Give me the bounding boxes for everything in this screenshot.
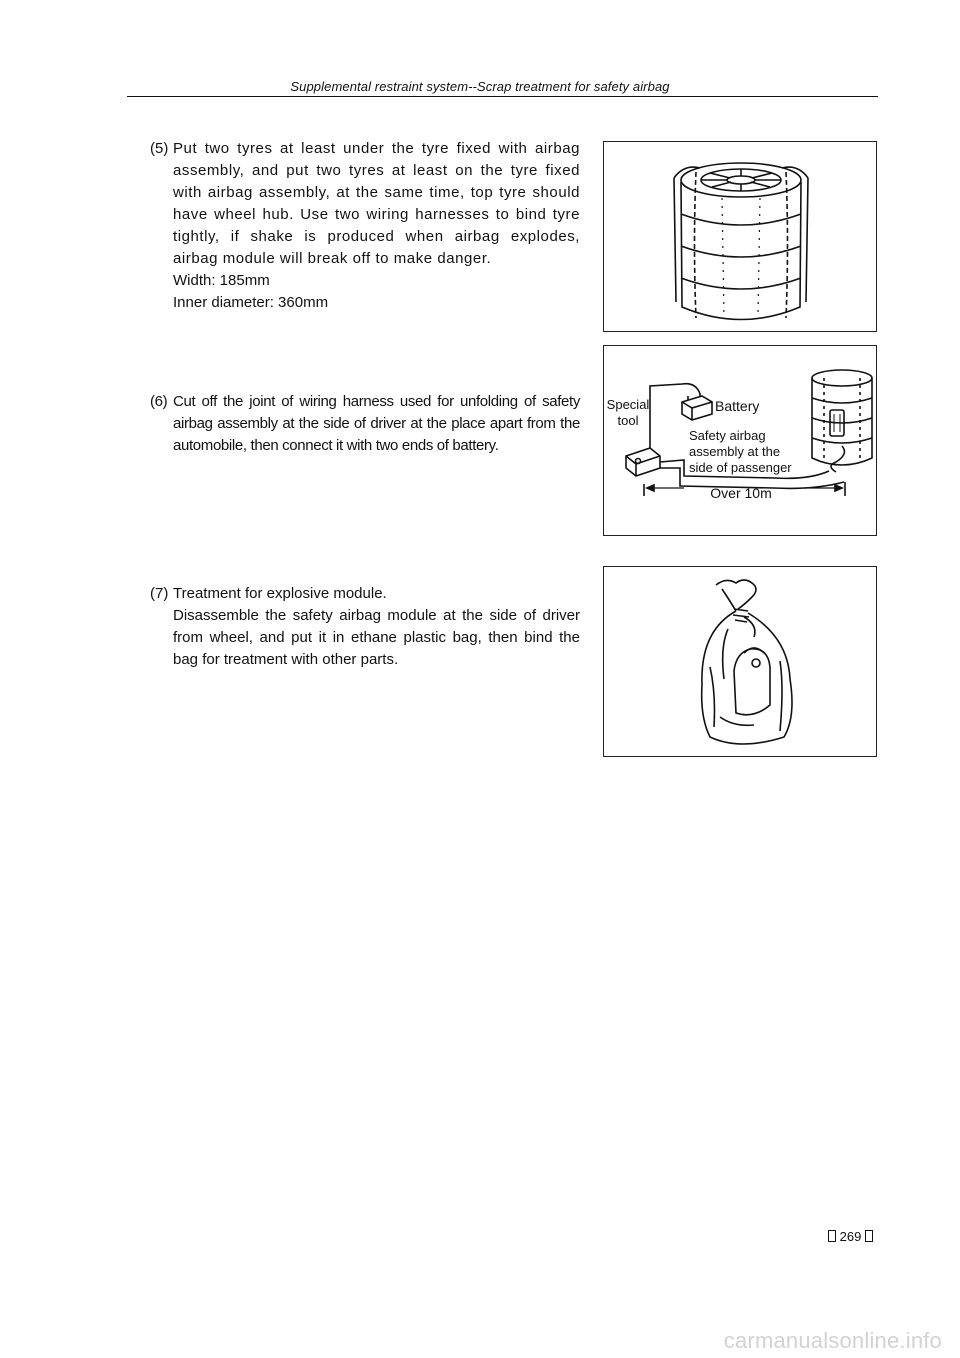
page-number-value: 269 [839, 1229, 862, 1244]
step-5 [150, 138, 580, 314]
step-6 [150, 391, 580, 457]
wiring-figure [603, 345, 877, 536]
step-text: Disassemble the safety airbag module at the side of driver from wheel, and put it in ethane plastic bag, then bind the bag for treatment with other parts. [173, 607, 580, 668]
step-text: Inner diameter: 360mm [173, 294, 329, 311]
page-number-bracket-left [828, 1230, 836, 1242]
airbag-label-line2: assembly at the [689, 444, 781, 459]
step-number: (7) [150, 585, 169, 602]
step-text: Treatment for explosive module. [173, 585, 387, 602]
distance-label: Over 10m [710, 485, 772, 501]
tyre-stack-figure [603, 141, 877, 332]
step-number: (5) [150, 140, 169, 157]
step-7 [150, 583, 580, 671]
step-text: Cut off the joint of wiring harness used for unfolding of safety airbag assembly at the side of driver at the place apart from the automobile, then connect it with two ends of battery. [173, 393, 580, 454]
tyre-stack-illustration [604, 142, 877, 332]
watermark: carmanualsonline.info [723, 1328, 942, 1353]
special-tool-label-line1: Special [606, 397, 650, 412]
step-text: Put two tyres at least under the tyre fixed with airbag assembly, and put two tyres at least on the tyre fixed with airbag assembly, at the same time, top tyre should have wheel hub. Use two wiring harnesses to bind tyre tightly, if shake is produced when airbag explodes, airbag module will break off to make danger. [173, 140, 580, 267]
plastic-bag-figure [603, 566, 877, 757]
step-text: Width: 185mm [173, 272, 270, 289]
step-number: (6) [150, 393, 168, 410]
page-number [828, 1229, 873, 1244]
special-tool-label-line2: tool [617, 413, 639, 428]
battery-label: Battery [715, 398, 760, 414]
page-number-bracket-right [865, 1230, 873, 1242]
airbag-label-line1: Safety airbag [689, 428, 766, 443]
plastic-bag-illustration [604, 567, 877, 757]
airbag-label-line3: side of passenger [689, 460, 792, 475]
page-header-title: Supplemental restraint system--Scrap treatment for safety airbag [290, 79, 670, 94]
header-rule [127, 96, 878, 97]
